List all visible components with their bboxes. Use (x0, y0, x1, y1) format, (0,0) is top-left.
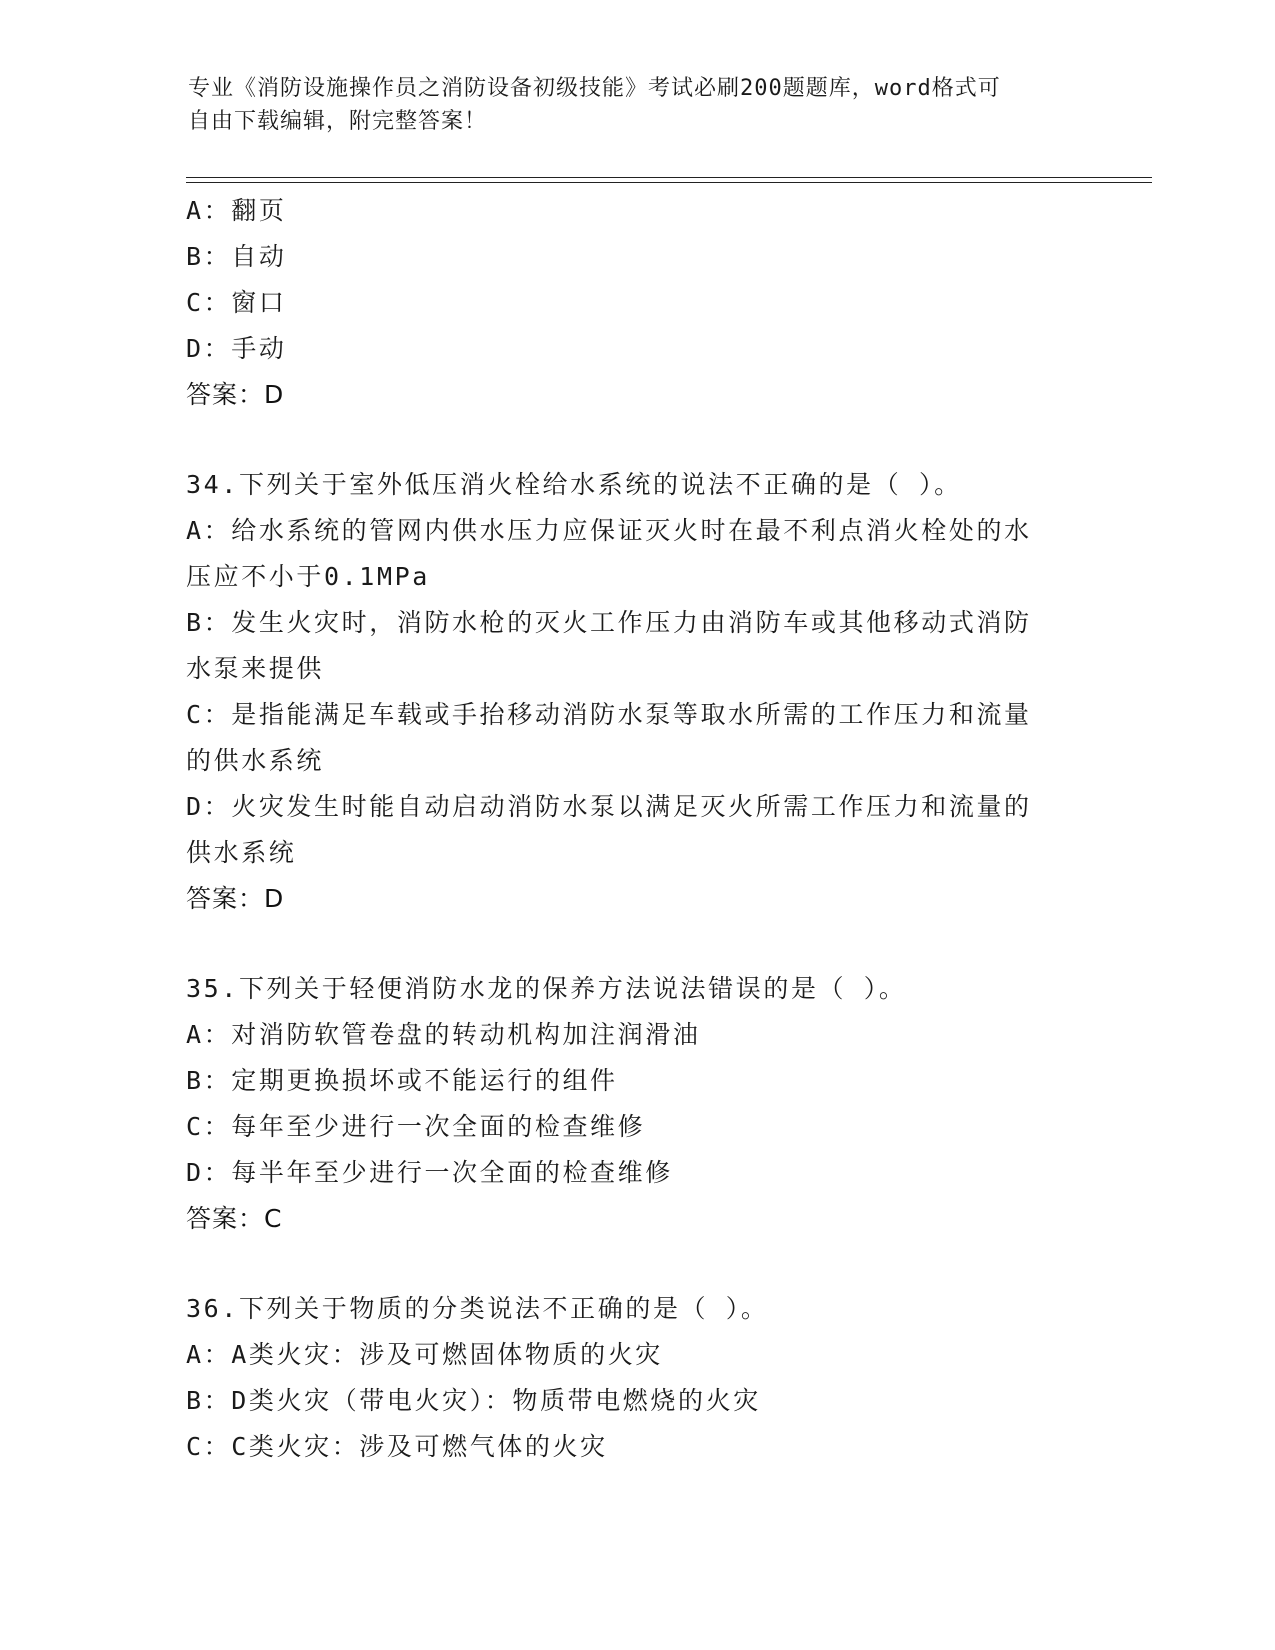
option-b: B：定期更换损坏或不能运行的组件 (186, 1066, 618, 1095)
question-33-block (186, 188, 1086, 418)
header-divider-bottom (186, 182, 1152, 183)
question-text: 36.下列关于物质的分类说法不正确的是（ ）。 (186, 1294, 769, 1323)
option-b: B：自动 (186, 242, 287, 271)
option-d: D：火灾发生时能自动启动消防水泵以满足灭火所需工作压力和流量的 (186, 792, 1032, 821)
question-text: 34.下列关于室外低压消火栓给水系统的说法不正确的是（ ）。 (186, 470, 962, 499)
option-d-continued: 供水系统 (186, 838, 297, 867)
option-a: A：对消防软管卷盘的转动机构加注润滑油 (186, 1020, 701, 1049)
option-a: A：给水系统的管网内供水压力应保证灭火时在最不利点消火栓处的水 (186, 516, 1032, 545)
option-c: C：是指能满足车载或手抬移动消防水泵等取水所需的工作压力和流量 (186, 700, 1032, 729)
header-line-2: 自由下载编辑，附完整答案！ (188, 109, 488, 134)
option-a-continued: 压应不小于0.1MPa (186, 562, 430, 591)
question-36-block (186, 1286, 1086, 1470)
header-divider-top (186, 177, 1152, 178)
option-c: C：窗口 (186, 288, 287, 317)
header-line-1: 专业《消防设施操作员之消防设备初级技能》考试必刷200题题库，word格式可 (188, 76, 1001, 101)
option-c: C：C类火灾：涉及可燃气体的火灾 (186, 1432, 608, 1461)
option-d: D：每半年至少进行一次全面的检查维修 (186, 1158, 673, 1187)
question-35-block (186, 966, 1086, 1242)
answer-line: 答案：D (186, 380, 285, 409)
spacer (186, 418, 1086, 462)
answer-line: 答案：C (186, 1204, 283, 1233)
option-d: D：手动 (186, 334, 287, 363)
option-a: A：翻页 (186, 196, 287, 225)
spacer (186, 922, 1086, 966)
option-b-continued: 水泵来提供 (186, 654, 325, 683)
option-b: B：发生火灾时，消防水枪的灭火工作压力由消防车或其他移动式消防 (186, 608, 1032, 637)
answer-line: 答案：D (186, 884, 285, 913)
question-34-block (186, 462, 1086, 922)
spacer (186, 1242, 1086, 1286)
question-content (186, 188, 1086, 1470)
document-header (188, 72, 1068, 138)
option-c: C：每年至少进行一次全面的检查维修 (186, 1112, 646, 1141)
option-a: A：A类火灾：涉及可燃固体物质的火灾 (186, 1340, 663, 1369)
question-text: 35.下列关于轻便消防水龙的保养方法说法错误的是（ ）。 (186, 974, 907, 1003)
option-c-continued: 的供水系统 (186, 746, 325, 775)
option-b: B：D类火灾（带电火灾）：物质带电燃烧的火灾 (186, 1386, 761, 1415)
